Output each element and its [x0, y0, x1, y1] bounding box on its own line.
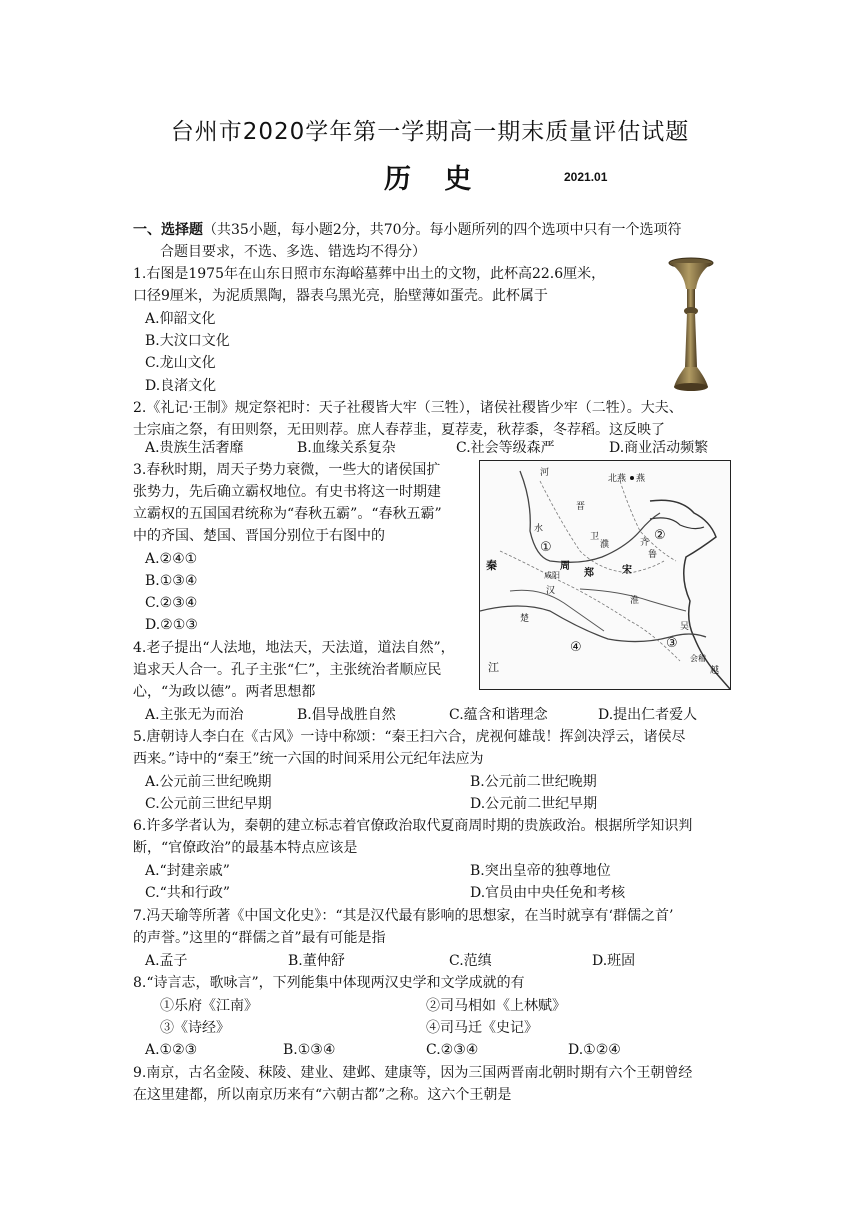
q3-option-c: C.②③④ — [145, 595, 198, 611]
q9-stem-2: 在这里建都，所以南京历来有“六朝古都”之称。这六个王朝是 — [133, 1087, 512, 1103]
q3-stem-2: 张势力，先后确立霸权地位。有史书将这一时期建 — [133, 484, 441, 500]
map-label-wei: 卫 — [590, 532, 600, 542]
q1-option-a: A.仰韶文化 — [145, 311, 216, 327]
q2-stem-1: 2.《礼记·王制》规定祭祀时：天子社稷皆大牢（三牲），诸侯社稷皆少牢（二牲）。大夫、 — [133, 400, 683, 416]
q1-stem-1: 1.右图是1975年在山东日照市东海峪墓葬中出土的文物，此杯高22.6厘米， — [133, 266, 606, 282]
q6-option-d: D.官员由中央任免和考核 — [470, 885, 626, 901]
map-label-qi: 齐 — [640, 538, 650, 548]
q2-option-d: D.商业活动频繁 — [609, 440, 709, 456]
q5-stem-1: 5.唐朝诗人李白在《古风》一诗中称颂：“秦王扫六合，虎视何雄哉！挥剑决浮云，诸侯尽 — [133, 729, 686, 745]
q5-option-b: B.公元前二世纪晚期 — [470, 774, 597, 790]
q7-stem-2: 的声誉。”这里的“群儒之首”最有可能是指 — [133, 930, 386, 946]
exam-title: 台州市2020学年第一学期高一期末质量评估试题 — [170, 119, 690, 145]
q3-option-b: B.①③④ — [145, 573, 198, 589]
q9-stem-1: 9.南京，古名金陵、秣陵、建业、建邺、建康等，因为三国两晋南北朝时期有六个王朝曾经 — [133, 1065, 693, 1081]
q4-option-b: B.倡导战胜自然 — [297, 707, 396, 723]
map-label-jin: 晋 — [576, 502, 586, 512]
q3-stem-3: 立霸权的五国国君统称为“春秋五霸”。“春秋五霸” — [133, 506, 442, 522]
q2-stem-2: 士宗庙之祭，有田则祭，无田则荐。庶人春荐韭，夏荐麦，秋荐黍，冬荐稻。这反映了 — [133, 422, 665, 438]
section-heading-line — [133, 219, 682, 241]
map-label-zhou: 周 — [560, 561, 570, 572]
black-pottery-cup-image — [666, 255, 716, 395]
q7-option-c: C.范缜 — [449, 953, 492, 969]
q8-item-2: ②司马相如《上林赋》 — [426, 998, 566, 1014]
map-label-han: 汉 — [546, 586, 556, 596]
q8-option-a: A.①②③ — [145, 1042, 198, 1058]
q7-option-a: A.孟子 — [145, 953, 188, 969]
map-label-beiyan: 北燕 — [608, 474, 627, 484]
map-label-he: 河 — [540, 468, 550, 478]
q6-option-b: B.突出皇帝的独尊地位 — [470, 863, 611, 879]
q2-option-a: A.贵族生活奢靡 — [145, 440, 244, 456]
q8-item-1: ①乐府《江南》 — [160, 998, 258, 1014]
q1-option-b: B.大汶口文化 — [145, 333, 230, 349]
q8-option-d: D.①②④ — [568, 1042, 621, 1058]
q3-option-a: A.②④① — [145, 551, 198, 567]
q7-option-b: B.董仲舒 — [288, 953, 345, 969]
q4-option-d: D.提出仁者爱人 — [598, 707, 698, 723]
q4-option-a: A.主张无为而治 — [145, 707, 244, 723]
q5-option-a: A.公元前三世纪晚期 — [145, 774, 272, 790]
map-label-jiang: 江 — [488, 661, 499, 674]
section-note-cont: 合题目要求，不选、多选、错选均不得分） — [160, 244, 426, 260]
q2-option-b: B.血缘关系复杂 — [297, 440, 396, 456]
map-label-lu: 鲁 — [648, 550, 658, 560]
q5-stem-2: 西来。”诗中的“秦王”统一六国的时间采用公元纪年法应为 — [133, 751, 484, 767]
spring-autumn-map — [479, 460, 731, 690]
q1-option-c: C.龙山文化 — [145, 355, 216, 371]
map-label-shui: 水 — [534, 524, 544, 534]
map-marker-2: ② — [654, 528, 666, 543]
q4-stem-2: 追求天人合一。孔子主张“仁”，主张统治者顺应民 — [133, 662, 442, 678]
map-marker-1: ① — [540, 540, 552, 555]
map-label-huai: 淮 — [630, 596, 640, 606]
q6-option-a: A.“封建亲戚” — [145, 863, 230, 879]
map-label-zhangchao: 濮 — [600, 540, 610, 550]
map-label-xianyang: 咸阳 — [544, 571, 560, 580]
q7-option-d: D.班固 — [592, 953, 636, 969]
q6-stem-1: 6.许多学者认为，秦朝的建立标志着官僚政治取代夏商周时期的贵族政治。根据所学知识判 — [133, 818, 693, 834]
q8-stem-1: 8.“诗言志，歌咏言”，下列能集中体现两汉史学和文学成就的有 — [133, 975, 525, 991]
q1-stem-2: 口径9厘米，为泥质黑陶，器表乌黑光亮，胎壁薄如蛋壳。此杯属于 — [133, 288, 548, 304]
q2-option-c: C.社会等级森严 — [456, 440, 555, 456]
q1-option-d: D.良渚文化 — [145, 378, 217, 394]
q3-stem-1: 3.春秋时期，周天子势力衰微，一些大的诸侯国扩 — [133, 462, 441, 478]
map-label-chu: 楚 — [520, 614, 530, 624]
map-label-song: 宋 — [622, 565, 632, 576]
exam-date: 2021.01 — [564, 170, 608, 184]
q8-item-3: ③《诗经》 — [160, 1020, 230, 1036]
map-label-yue: 越 — [710, 666, 720, 676]
q7-stem-1: 7.冯天瑜等所著《中国文化史》：“其是汉代最有影响的思想家，在当时就享有‘群儒之首’ — [133, 908, 674, 924]
q4-stem-3: 心，“为政以德”。两者思想都 — [133, 684, 316, 700]
section-heading: 一、选择题 — [133, 222, 203, 238]
q5-option-c: C.公元前三世纪早期 — [145, 796, 272, 812]
q5-option-d: D.公元前二世纪早期 — [470, 796, 598, 812]
section-note: （共35小题，每小题2分，共70分。每小题所列的四个选项中只有一个选项符 — [203, 222, 682, 238]
q3-stem-4: 中的齐国、楚国、晋国分别位于右图中的 — [133, 528, 385, 544]
q6-option-c: C.“共和行政” — [145, 885, 230, 901]
map-label-wu: 吴 — [680, 622, 690, 632]
subject-title: 历 史 — [384, 164, 484, 195]
q8-item-4: ④司马迁《史记》 — [426, 1020, 538, 1036]
map-marker-3: ③ — [666, 636, 678, 651]
q4-option-c: C.蕴含和谐理念 — [449, 707, 548, 723]
map-marker-4: ④ — [570, 640, 582, 655]
map-label-guiji: 会稽 — [690, 654, 706, 663]
q8-option-c: C.②③④ — [426, 1042, 479, 1058]
map-label-qin: 秦 — [486, 559, 497, 572]
map-label-yan: 燕 — [636, 474, 646, 484]
q4-stem-1: 4.老子提出“人法地，地法天，天法道，道法自然”， — [133, 640, 455, 656]
q3-option-d: D.②①③ — [145, 617, 198, 633]
q6-stem-2: 断，“官僚政治”的最基本特点应该是 — [133, 840, 358, 856]
map-label-zheng: 郑 — [584, 568, 594, 579]
q8-option-b: B.①③④ — [283, 1042, 336, 1058]
